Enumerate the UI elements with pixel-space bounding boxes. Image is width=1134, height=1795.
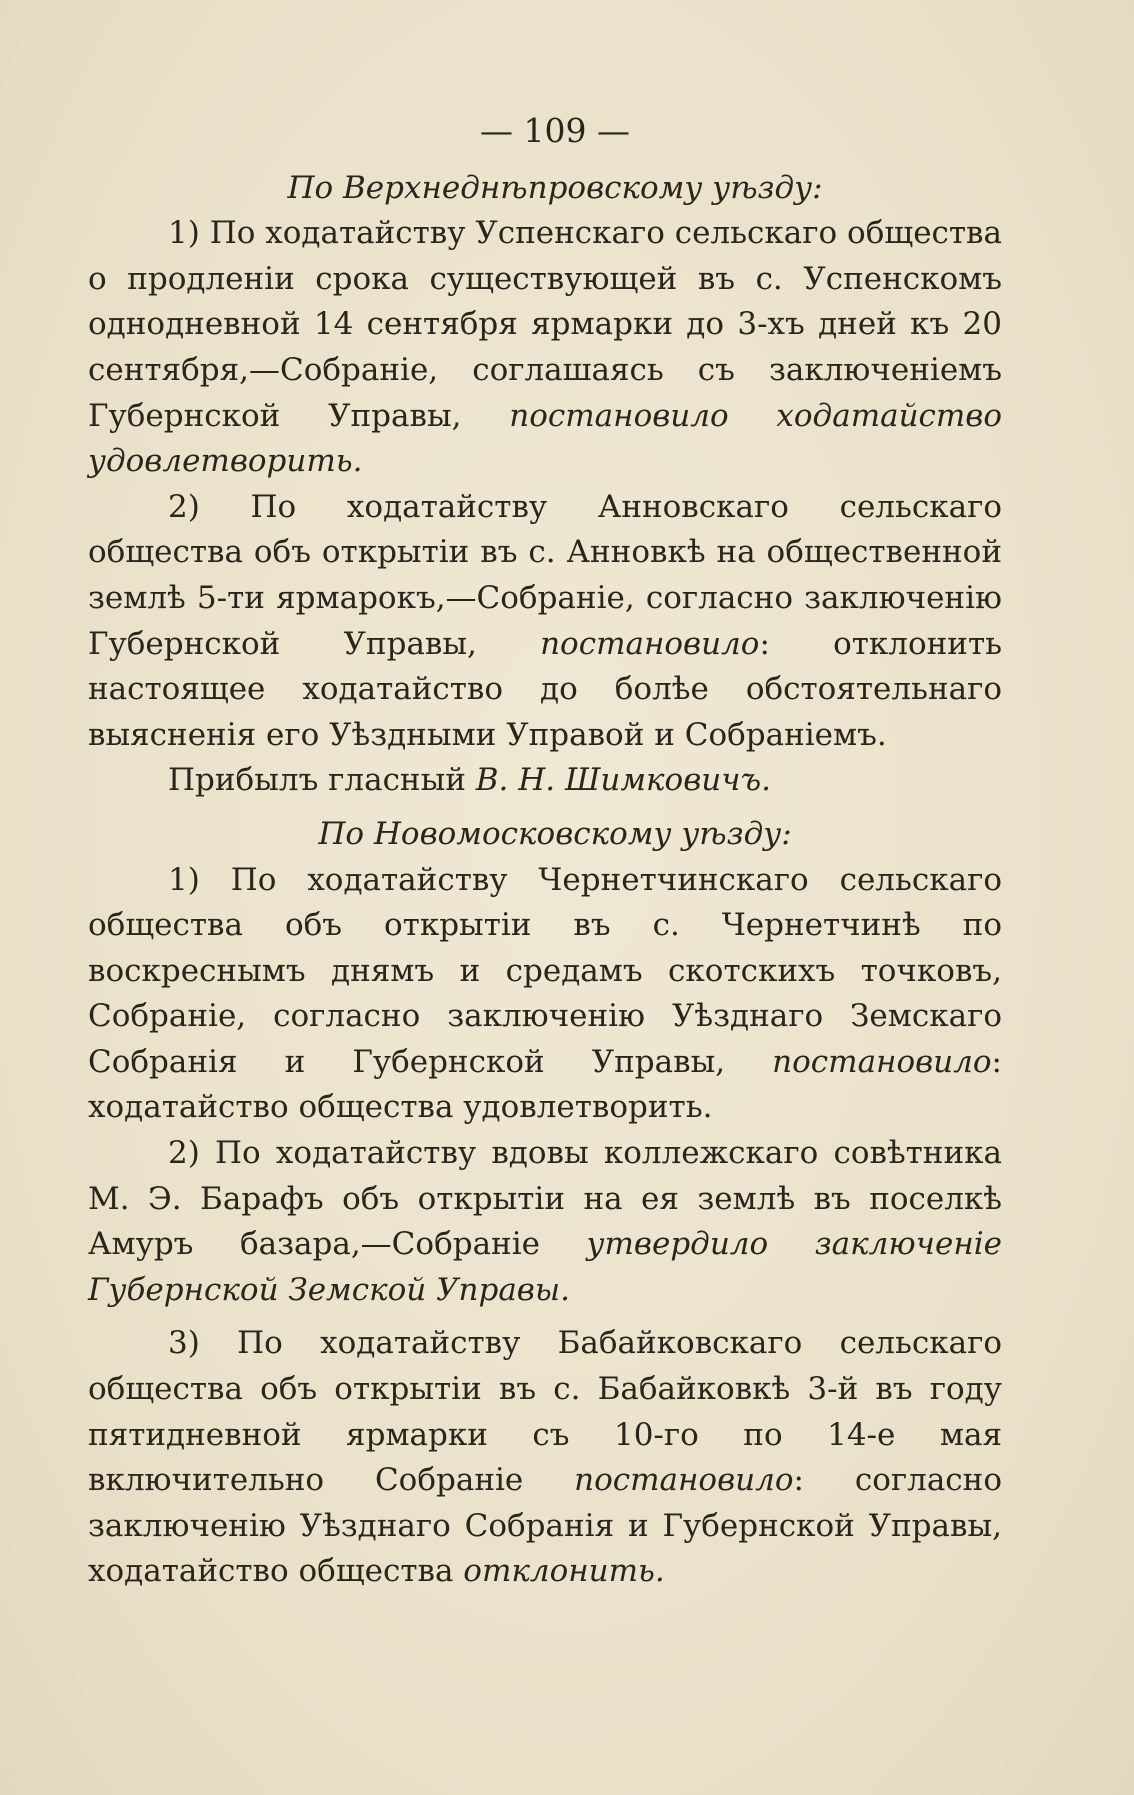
- paragraph-chernetchina: [88, 858, 1002, 1132]
- paragraph-person-name: В. Н. Шимковичъ.: [465, 762, 772, 799]
- paragraph-resolution: постановило: [476, 625, 760, 662]
- paragraph-annovka: [88, 485, 1002, 759]
- paragraph-resolution: постановило: [725, 1043, 992, 1080]
- paragraph-resolution-final: отклонить.: [453, 1553, 665, 1590]
- paragraph-text: 1) По ходатайству Чернетчинскаго сельскаго общества объ открытіи въ с. Чернетчинѣ по воскреснымъ днямъ и средамъ скотскихъ точковъ, Собраніе, согласно заключенію Уѣзднаго Земскаго Собранія и Губернской Управы,: [88, 861, 1002, 1080]
- paragraph-resolution: утвердило заключеніе Губернской Земской Управы.: [88, 1226, 1002, 1308]
- paragraph-arrival: [88, 758, 1002, 804]
- paragraph-text: 2) По ходатайству Анновскаго сельскаго общества объ открытіи въ с. Анновкѣ на общественной землѣ 5-ти ярмарокъ,—Собраніе, согласно заключенію Губернской Управы,: [88, 488, 1002, 662]
- paragraph-uspenskoe: [88, 211, 1002, 485]
- section-heading-verkhnedneprovsky: По Верхнеднѣпровскому уѣзду:: [287, 169, 823, 206]
- paragraph-tail: : отклонить настоящее ходатайство до болѣе обстоятельнаго выясненія его Уѣздными Управой и Собраніемъ.: [88, 625, 1002, 753]
- section-heading-novomoskovsky: По Новомосковскому уѣзду:: [318, 815, 792, 852]
- paragraph-text: 2) По ходатайству вдовы коллежскаго совѣтника М. Э. Барафъ объ открытіи на ея землѣ въ поселкѣ Амуръ базара,—Собраніе: [88, 1135, 1002, 1263]
- paragraph-tail: : ходатайство общества удовлетворить.: [88, 1043, 1002, 1126]
- paragraph-text: 3) По ходатайству Бабайковскаго сельскаго общества объ открытіи въ с. Бабайковкѣ 3-й въ году пятидневной ярмарки съ 10-го по 14-е мая включительно Собраніе: [88, 1325, 1002, 1499]
- paragraph-babaikovka: [88, 1321, 1002, 1595]
- paragraph-text: Прибылъ гласный: [168, 762, 466, 799]
- page-text: [88, 108, 1002, 1595]
- paragraph-text: 1) По ходатайству Успенскаго сельскаго общества о продленіи срока существующей въ с. Успенскомъ однодневной 14 сентября ярмарки до 3-хъ дней къ 20 сентября,—Собраніе, соглашаясь съ заключеніемъ Губернской Управы,: [88, 215, 1002, 434]
- page-number: — 109 —: [480, 111, 630, 150]
- paragraph-tail: : согласно заключенію Уѣзднаго Собранія и Губернской Управы, ходатайство общества: [88, 1462, 1002, 1590]
- paragraph-amur-bazaar: [88, 1131, 1002, 1313]
- paragraph-resolution: постановило: [523, 1462, 794, 1499]
- paragraph-resolution: постановило ходатайство удовлетворить.: [88, 397, 1002, 480]
